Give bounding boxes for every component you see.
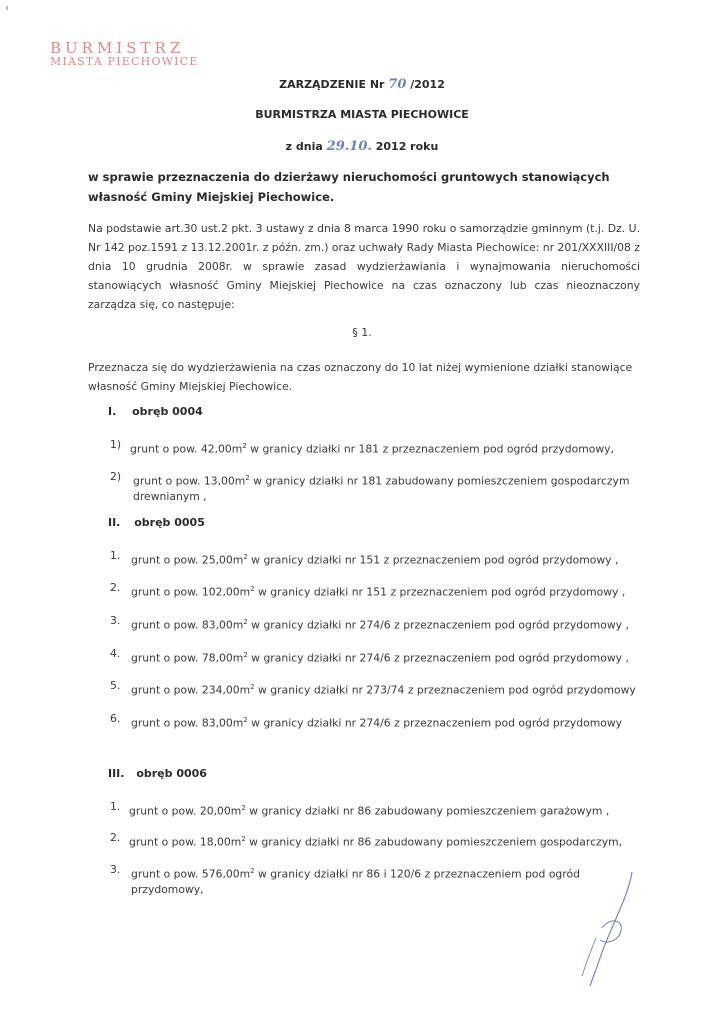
item-number: 3. bbox=[110, 614, 121, 627]
area-superscript: 2 bbox=[243, 716, 248, 724]
item-prefix: grunt o pow. bbox=[129, 835, 200, 849]
section-roman: III. bbox=[108, 767, 125, 780]
area-superscript: 2 bbox=[241, 835, 246, 843]
section-roman: I. bbox=[108, 405, 117, 418]
date-suffix: 2012 roku bbox=[375, 140, 439, 153]
item-area: 20,00m bbox=[199, 804, 242, 818]
item-area: 42,00m bbox=[200, 442, 243, 456]
item-prefix: grunt o pow. bbox=[131, 651, 202, 665]
item-text bbox=[131, 646, 629, 668]
section-roman: II. bbox=[108, 516, 121, 529]
item-number: 1. bbox=[110, 800, 121, 813]
item-area: 18,00m bbox=[199, 835, 242, 849]
item-description: w granicy działki nr 86 zabudowany pomieszczeniem garażowym , bbox=[245, 804, 610, 818]
intro-paragraph: Przeznacza się do wydzierżawienia na czas oznaczony do 10 lat niżej wymienione działki stanowiące własność Gminy Miejskiej Piechowice. bbox=[88, 361, 633, 393]
item-prefix: grunt o pow. bbox=[130, 442, 201, 456]
section-heading bbox=[108, 767, 207, 780]
item-prefix: grunt o pow. bbox=[131, 585, 202, 599]
item-area: 234,00m bbox=[201, 683, 251, 697]
subject-heading: w sprawie przeznaczenia do dzierżawy nieruchomości gruntowych stanowiących własność Gminy Miejskiej Piechowice. bbox=[88, 170, 610, 204]
item-number: 2. bbox=[110, 831, 121, 844]
area-superscript: 2 bbox=[243, 553, 248, 561]
issuer-line: BURMISTRZA MIASTA PIECHOWICE bbox=[255, 108, 469, 121]
item-text bbox=[133, 469, 629, 491]
item-number: 5. bbox=[110, 679, 121, 692]
stamp-line-1: BURMISTRZ bbox=[50, 39, 185, 57]
stamp-line-2: MIASTA PIECHOWICE bbox=[50, 55, 199, 68]
area-superscript: 2 bbox=[243, 651, 248, 659]
item-area: 576,00m bbox=[201, 867, 251, 881]
office-stamp bbox=[50, 40, 230, 68]
item-text bbox=[131, 711, 622, 733]
item-description: w granicy działki nr 86 i 120/6 z przeznaczeniem pod ogród bbox=[254, 867, 580, 881]
item-text bbox=[131, 580, 625, 602]
item-number: 2) bbox=[110, 470, 122, 483]
item-prefix: grunt o pow. bbox=[131, 716, 202, 730]
item-description: w granicy działki nr 151 z przeznaczeniem pod ogród przydomowy , bbox=[247, 553, 619, 567]
item-area: 78,00m bbox=[201, 651, 244, 665]
title-prefix: ZARZĄDZENIE Nr bbox=[279, 78, 385, 91]
item-area: 13,00m bbox=[203, 474, 246, 488]
item-continuation: drewnianym , bbox=[133, 490, 207, 503]
date-prefix: z dnia bbox=[285, 140, 323, 153]
item-description: w granicy działki nr 181 z przeznaczeniem pod ogród przydomowy, bbox=[246, 442, 614, 456]
handwritten-number: 70 bbox=[388, 77, 407, 92]
area-superscript: 2 bbox=[245, 474, 250, 482]
item-continuation: przydomowy, bbox=[131, 883, 204, 896]
item-text bbox=[129, 799, 609, 821]
item-description: w granicy działki nr 151 z przeznaczeniem pod ogród przydomowy , bbox=[254, 585, 626, 599]
item-prefix: grunt o pow. bbox=[129, 804, 200, 818]
section-title: obręb 0005 bbox=[134, 516, 205, 529]
area-superscript: 2 bbox=[250, 867, 255, 875]
item-description: w granicy działki nr 274/6 z przeznaczeniem pod ogród przydomowy , bbox=[247, 618, 629, 632]
item-number: 2. bbox=[110, 581, 121, 594]
item-area: 83,00m bbox=[201, 618, 244, 632]
area-superscript: 2 bbox=[243, 618, 248, 626]
item-text bbox=[130, 437, 614, 459]
scan-speck bbox=[6, 6, 8, 10]
section-title: obręb 0004 bbox=[132, 405, 203, 418]
item-description: w granicy działki nr 86 zabudowany pomieszczeniem gospodarczym, bbox=[245, 835, 623, 849]
area-superscript: 2 bbox=[250, 585, 255, 593]
item-number: 1) bbox=[110, 438, 122, 451]
section-title: obręb 0006 bbox=[136, 767, 207, 780]
item-text bbox=[131, 548, 618, 570]
item-text bbox=[131, 613, 629, 635]
handwritten-date: 29.10. bbox=[326, 139, 372, 154]
item-prefix: grunt o pow. bbox=[131, 867, 202, 881]
area-superscript: 2 bbox=[250, 683, 255, 691]
item-description: w granicy działki nr 274/6 z przeznaczeniem pod ogród przydomowy bbox=[247, 716, 623, 730]
area-superscript: 2 bbox=[242, 442, 247, 450]
item-number: 3. bbox=[110, 863, 121, 876]
item-area: 102,00m bbox=[201, 585, 251, 599]
item-prefix: grunt o pow. bbox=[131, 683, 202, 697]
item-number: 6. bbox=[110, 712, 121, 725]
document-title bbox=[0, 77, 724, 92]
item-prefix: grunt o pow. bbox=[131, 553, 202, 567]
item-prefix: grunt o pow. bbox=[131, 618, 202, 632]
item-area: 83,00m bbox=[201, 716, 244, 730]
item-area: 25,00m bbox=[201, 553, 244, 567]
title-suffix: /2012 bbox=[410, 78, 445, 91]
item-description: w granicy działki nr 181 zabudowany pomieszczeniem gospodarczym bbox=[249, 474, 630, 488]
date-line bbox=[0, 139, 724, 154]
item-text bbox=[131, 678, 636, 700]
item-description: w granicy działki nr 273/74 z przeznaczeniem pod ogród przydomowy bbox=[254, 683, 636, 697]
item-prefix: grunt o pow. bbox=[133, 474, 204, 488]
area-superscript: 2 bbox=[241, 804, 246, 812]
legal-basis-paragraph: Na podstawie art.30 ust.2 pkt. 3 ustawy z dnia 8 marca 1990 roku o samorządzie gminnym (t.j. Dz. U. Nr 142 poz.1591 z 13.12.2001r. z późn. zm.) oraz uchwały Rady Miasta Piechowice: nr 201/XXXIII/08 z dnia 10 grudnia 2008r. w sprawie zasad wydzierżawiania i wynajmowania nieruchomości stanowiących własność Gminy Miejskiej Piechowice na czas oznaczony lub czas nieoznaczony zarządza się, co następuje: bbox=[88, 222, 640, 311]
item-text bbox=[129, 830, 622, 852]
paragraph-mark: § 1. bbox=[352, 326, 372, 339]
item-number: 1. bbox=[110, 549, 121, 562]
section-heading bbox=[108, 405, 203, 418]
item-description: w granicy działki nr 274/6 z przeznaczeniem pod ogród przydomowy , bbox=[247, 651, 629, 665]
section-heading bbox=[108, 516, 205, 529]
signature-mark bbox=[570, 868, 650, 988]
item-number: 4. bbox=[110, 647, 121, 660]
